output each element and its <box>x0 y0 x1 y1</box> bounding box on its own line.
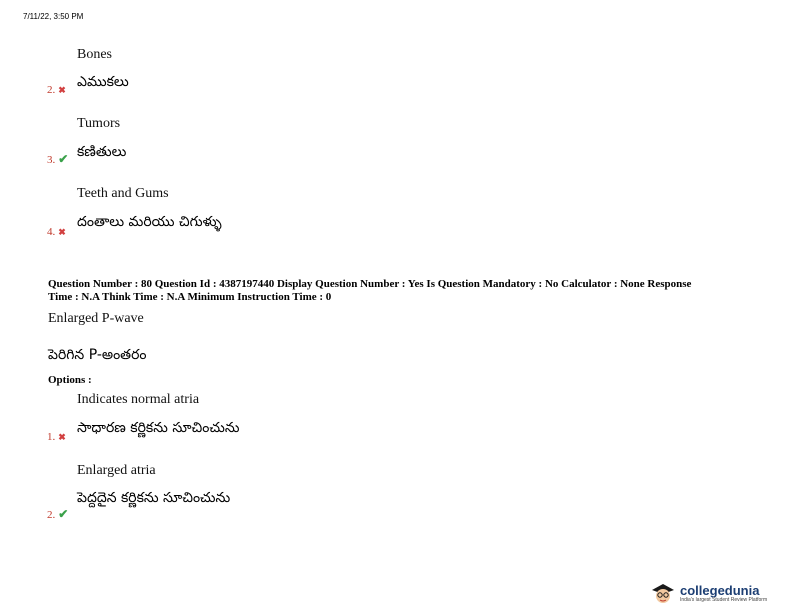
option-number: 3. <box>47 153 56 166</box>
cross-mark-icon: ✖ <box>58 226 66 237</box>
logo-brand-text: collegedunia <box>680 582 760 598</box>
option-3-english: Tumors <box>77 116 121 131</box>
check-mark-icon: ✔ <box>58 152 69 166</box>
option-2-telugu: ఎముకలు <box>77 74 129 90</box>
option-4-telugu: దంతాలు మరియు చిగుళ్ళు <box>77 214 222 230</box>
question-text-telugu: పెరిగిన P-అంతరం <box>48 347 147 363</box>
q80-option-2-telugu: పెద్దదైన కర్ణికను సూచించును <box>77 490 231 506</box>
collegedunia-logo <box>650 582 767 604</box>
options-label: Options : <box>48 374 92 386</box>
logo-tagline: India's largest Student Review Platform <box>680 596 768 603</box>
option-2-number-row <box>47 84 66 96</box>
option-number: 2. <box>47 508 56 521</box>
option-4-english: Teeth and Gums <box>77 186 169 201</box>
cross-mark-icon: ✖ <box>58 84 66 95</box>
option-4-number-row <box>47 226 66 238</box>
q80-option-1-telugu: సాధారణ కర్ణికను సూచించును <box>77 420 240 436</box>
q80-option-2-english: Enlarged atria <box>77 463 156 478</box>
q80-option-1-english: Indicates normal atria <box>77 392 200 407</box>
cross-mark-icon: ✖ <box>58 431 66 442</box>
q80-option-2-number-row <box>47 507 68 522</box>
question-meta <box>48 278 758 304</box>
mascot-face-icon <box>650 582 676 604</box>
option-number: 2. <box>47 84 56 96</box>
question-text-english: Enlarged P-wave <box>48 311 144 326</box>
option-3-telugu: కణితులు <box>77 144 127 160</box>
print-timestamp: 7/11/22, 3:50 PM <box>23 12 84 21</box>
option-number: 1. <box>47 431 56 443</box>
option-number: 4. <box>47 226 56 238</box>
question-meta-line-2: Time : N.A Think Time : N.A Minimum Instruction Time : 0 <box>48 291 332 303</box>
option-2-english: Bones <box>77 47 112 62</box>
question-meta-line-1: Question Number : 80 Question Id : 4387197440 Display Question Number : Yes Is Question Mandatory : No Calculator : None Response <box>48 278 692 290</box>
check-mark-icon: ✔ <box>58 507 69 521</box>
q80-option-1-number-row <box>47 431 66 443</box>
option-3-number-row <box>47 152 68 167</box>
